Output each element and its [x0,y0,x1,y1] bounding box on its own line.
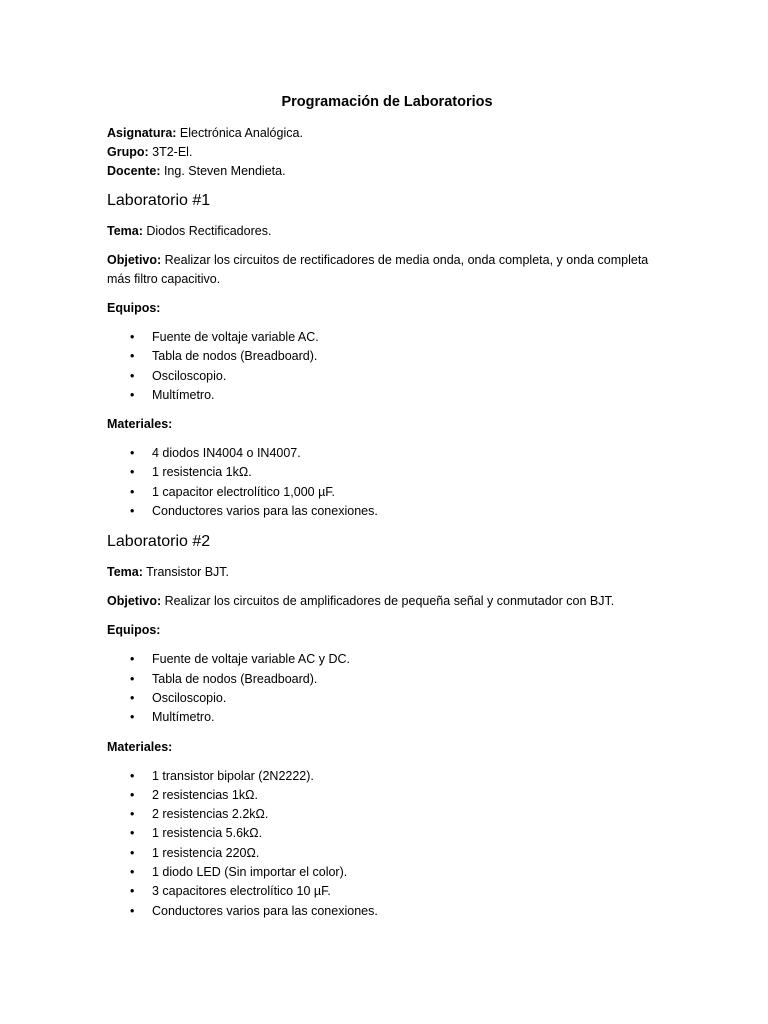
equipos-label: Equipos: [107,623,161,638]
bullet-icon: • [130,484,135,499]
bullet-icon: • [130,465,135,480]
bullet-icon: • [130,768,135,783]
list-item [107,824,667,843]
bullet-icon: • [130,652,135,667]
list-item [107,463,667,482]
list-item [107,902,667,921]
list-item [107,689,667,708]
meta-value: Ing. Steven Mendieta. [160,164,286,178]
lab-tema [107,222,667,241]
document-meta [107,124,667,181]
tema-value: Transistor BJT. [142,565,230,580]
list-item [107,805,667,824]
bullet-icon: • [130,826,135,841]
document-title: Programación de Laboratorios [281,94,493,110]
lab-heading: Laboratorio #2 [107,533,211,551]
list-item-text: Osciloscopio. [152,690,227,705]
bullet-icon: • [130,845,135,860]
list-item-text: Tabla de nodos (Breadboard). [152,349,318,364]
list-item-text: Conductores varios para las conexiones. [152,903,378,918]
meta-label: Grupo: [107,145,149,159]
lab-objetivo [107,251,667,289]
bullet-icon: • [130,690,135,705]
bullet-icon: • [130,865,135,880]
objetivo-label: Objetivo: [107,594,162,609]
meta-value: Electrónica Analógica. [176,126,303,140]
meta-asignatura [107,124,667,143]
document-page [107,92,667,931]
bullet-icon: • [130,349,135,364]
list-item-text: 2 resistencias 1kΩ. [152,787,258,802]
list-item [107,502,667,521]
list-item-text: 3 capacitores electrolítico 10 µF. [152,884,331,899]
list-item-text: Multímetro. [152,710,215,725]
bullet-icon: • [130,807,135,822]
lab-objetivo [107,592,667,611]
list-item [107,708,667,727]
tema-label: Tema: [107,224,143,238]
list-item-text: Osciloscopio. [152,368,227,383]
bullet-icon: • [130,446,135,461]
list-item-text: 2 resistencias 2.2kΩ. [152,807,269,822]
bullet-icon: • [130,387,135,402]
list-item-text: 1 capacitor electrolítico 1,000 µF. [152,484,335,499]
lab-section-2 [107,531,667,921]
list-item-text: 4 diodos IN4004 o IN4007. [152,446,301,461]
lab-tema [107,563,667,582]
list-item [107,444,667,463]
lab-section-1 [107,190,667,521]
equipos-list [107,328,667,405]
materiales-label: Materiales: [107,417,173,432]
materiales-label: Materiales: [107,739,173,754]
equipos-list [107,650,667,727]
materiales-list [107,767,667,921]
list-item [107,650,667,669]
meta-label: Docente: [107,164,161,178]
list-item-text: Multímetro. [152,387,215,402]
list-item-text: Conductores varios para las conexiones. [152,504,378,519]
list-item [107,863,667,882]
list-item [107,483,667,502]
list-item [107,386,667,405]
bullet-icon: • [130,903,135,918]
bullet-icon: • [130,884,135,899]
bullet-icon: • [130,330,135,344]
meta-value: 3T2-El. [148,145,193,159]
objetivo-value: Realizar los circuitos de amplificadores de pequeña señal y conmutador con BJT. [161,594,615,609]
objetivo-label: Objetivo: [107,253,162,267]
list-item [107,347,667,366]
meta-grupo [107,143,667,162]
bullet-icon: • [130,787,135,802]
list-item [107,328,667,347]
equipos-label: Equipos: [107,301,161,315]
list-item-text: 1 resistencia 220Ω. [152,845,260,860]
list-item [107,367,667,386]
list-item-text: Tabla de nodos (Breadboard). [152,671,318,686]
list-item-text: 1 resistencia 5.6kΩ. [152,826,263,841]
materiales-list [107,444,667,521]
list-item-text: Fuente de voltaje variable AC y DC. [152,652,351,667]
meta-docente [107,162,667,181]
list-item [107,767,667,786]
list-item-text: Fuente de voltaje variable AC. [152,330,319,344]
tema-value: Diodos Rectificadores. [142,224,272,238]
bullet-icon: • [130,671,135,686]
list-item [107,670,667,689]
list-item [107,786,667,805]
list-item-text: 1 diodo LED (Sin importar el color). [152,865,348,880]
objetivo-value: Realizar los circuitos de rectificadores de media onda, onda completa, y onda completa más filtro capacitivo. [107,253,649,286]
list-item [107,882,667,901]
tema-label: Tema: [107,565,143,580]
list-item-text: 1 resistencia 1kΩ. [152,465,252,480]
bullet-icon: • [130,504,135,519]
list-item-text: 1 transistor bipolar (2N2222). [152,768,314,783]
bullet-icon: • [130,710,135,725]
meta-label: Asignatura: [107,126,177,140]
lab-heading: Laboratorio #1 [107,192,211,209]
list-item [107,844,667,863]
bullet-icon: • [130,368,135,383]
